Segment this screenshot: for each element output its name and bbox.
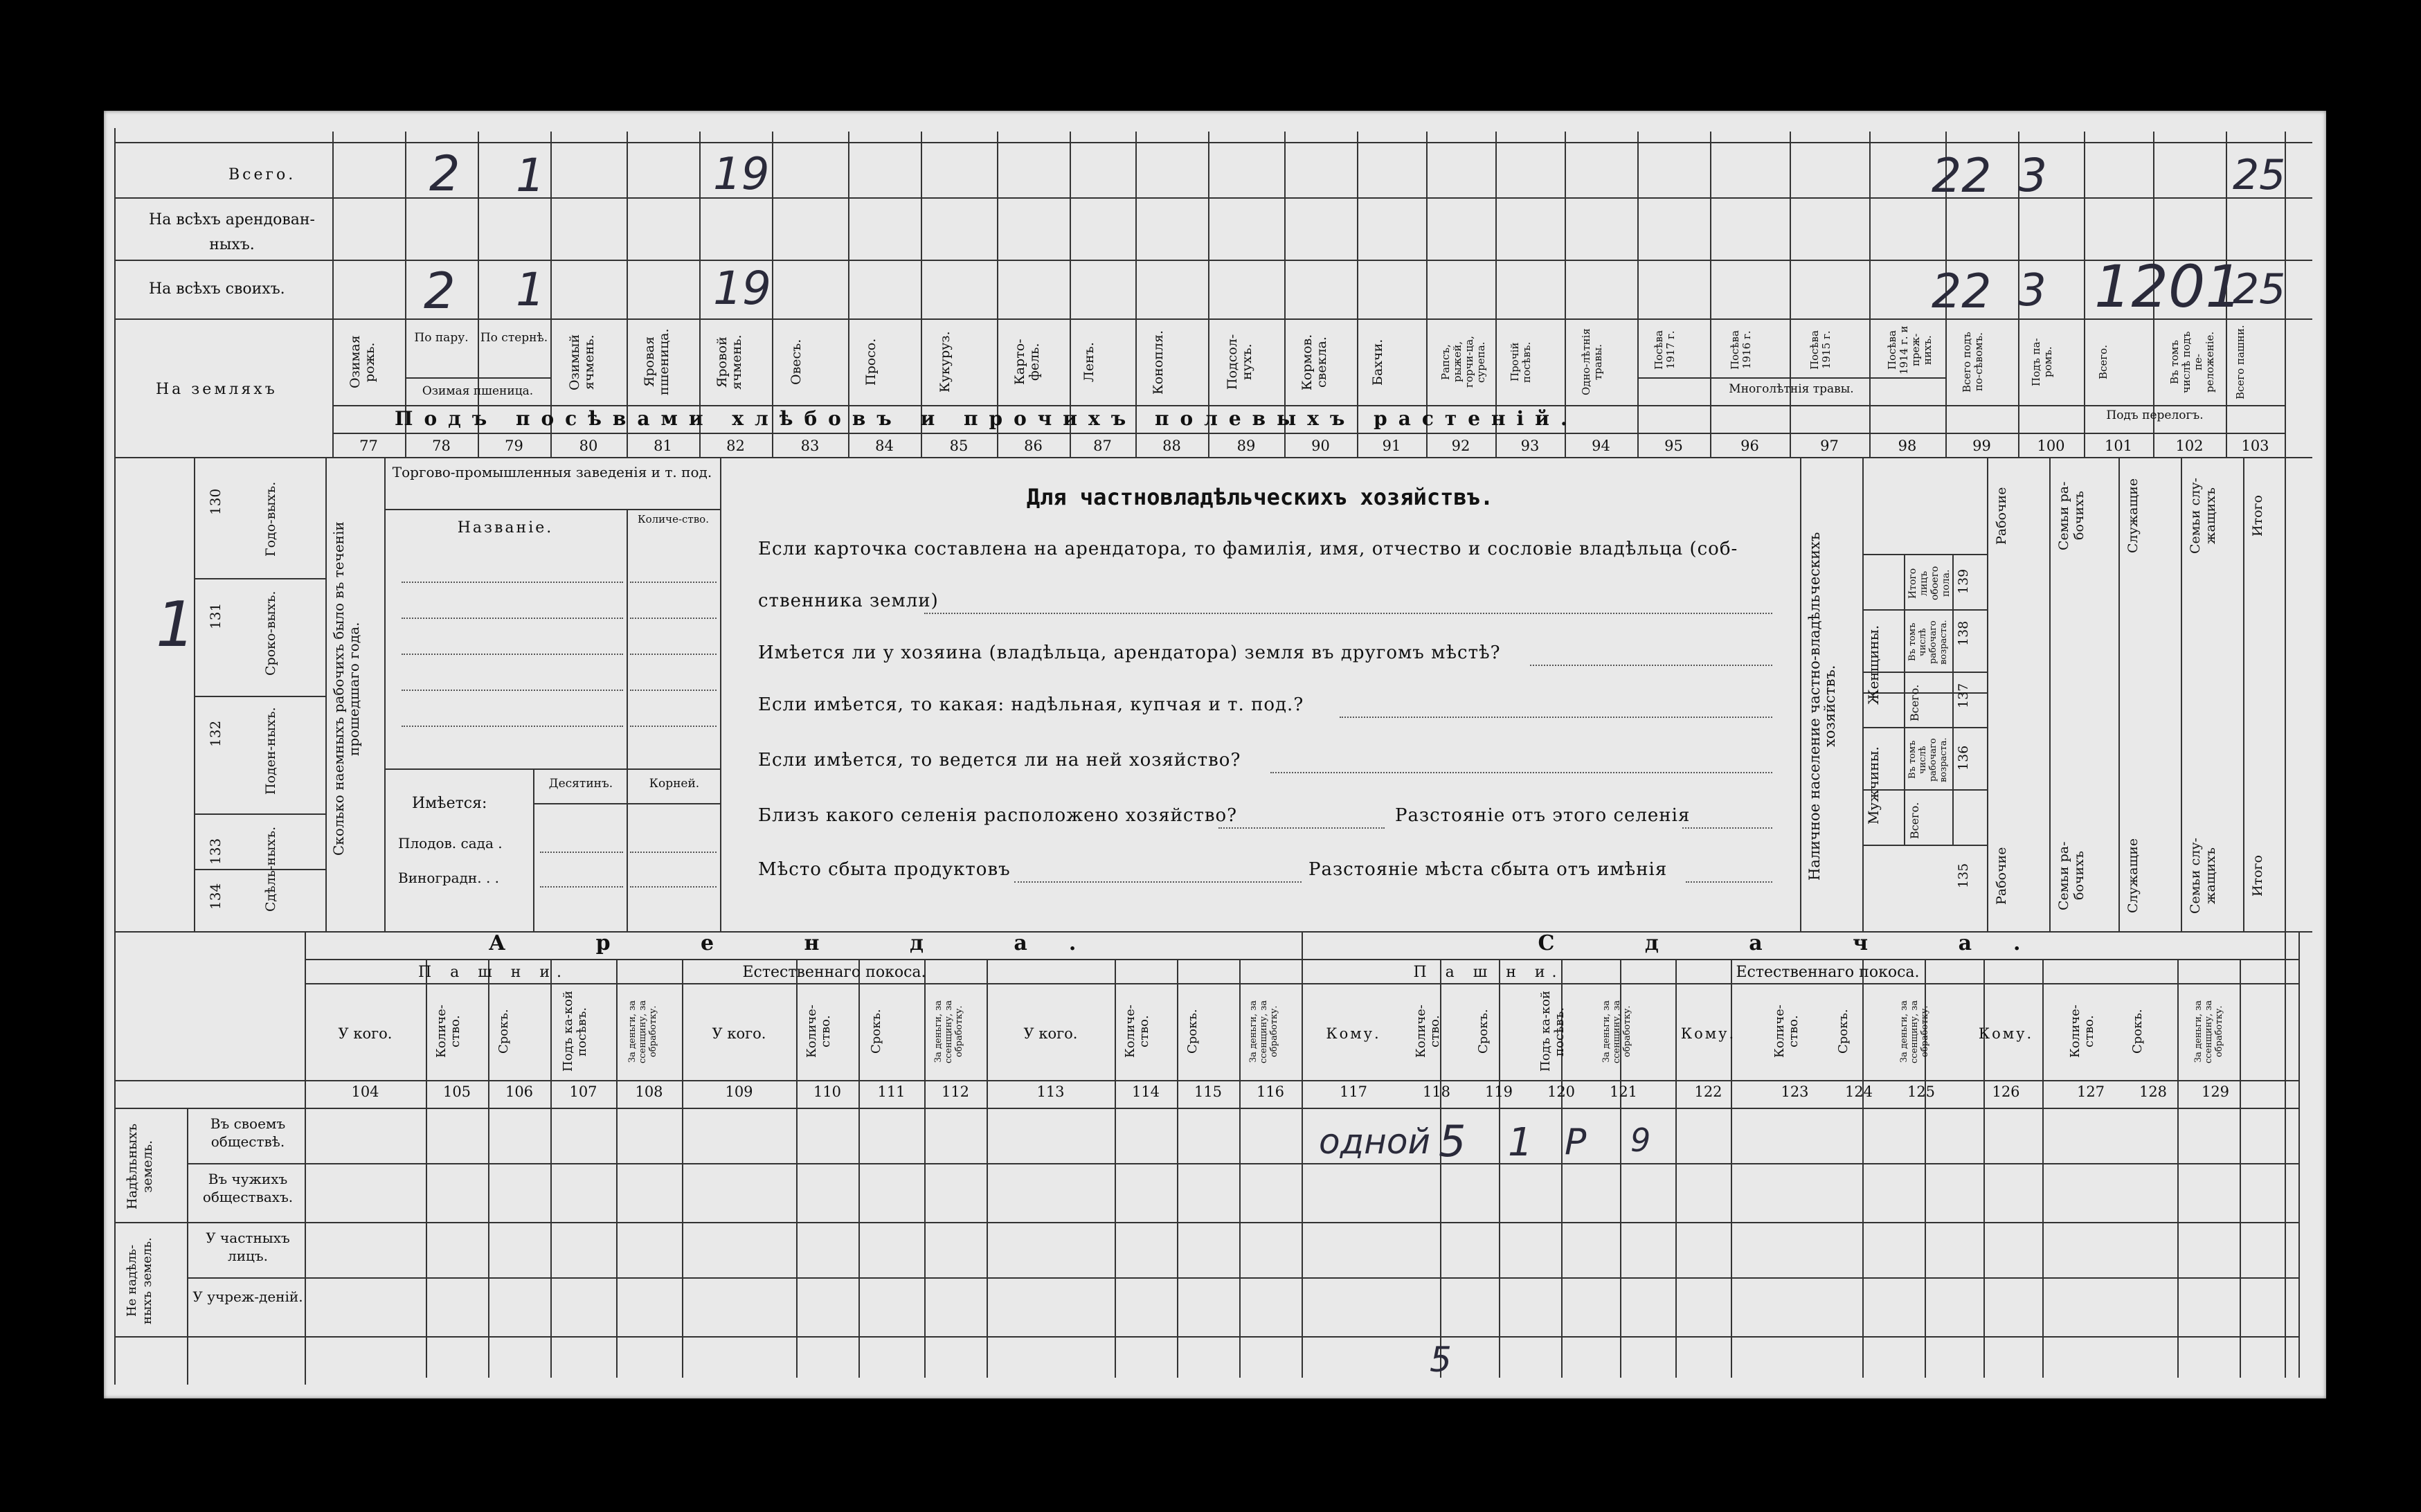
col-number: 123 (1781, 1083, 1809, 1100)
row-label-arendovannykh: На всѣхъ арендован-ныхъ. (149, 211, 315, 253)
col-header: Одно-лѣтнiя травы. (1579, 328, 1604, 396)
handwritten-value: 19 (713, 149, 770, 200)
population-col-header: Семьи ра-бочихъ (2056, 481, 2087, 550)
population-vsego: Всего. (1908, 802, 1921, 839)
sdacha-col-header: Кому. (1680, 1025, 1736, 1042)
rule-line (1218, 827, 1385, 829)
rule-line (384, 509, 720, 510)
col-number: 125 (1907, 1083, 1936, 1100)
col-number: 88 (1162, 438, 1181, 454)
handwritten-value: 9 (1630, 1122, 1651, 1159)
rule-line (402, 726, 623, 727)
population-col-header: Семьи слу-жащихъ (2188, 478, 2218, 554)
rule-line (332, 433, 2285, 434)
trade-has-label: Имѣется: (412, 795, 487, 812)
rule-line (550, 959, 552, 1378)
rule-line (2181, 457, 2182, 931)
census-card (104, 111, 2326, 1398)
handwritten-value: 3 (2018, 149, 2047, 202)
rule-line (1983, 959, 1985, 1378)
row-label-svoikh: На всѣхъ своихъ. (149, 280, 285, 298)
row-label-vsego: Всего. (228, 166, 296, 183)
sdacha-col-header: За деньги, за ссенщину, за обработку. (2193, 1000, 2224, 1063)
rule-line (1302, 983, 1675, 984)
sdacha-col-header: Подъ ка-кой посѣвъ. (1538, 991, 1567, 1072)
population-number: 135 (1956, 863, 1971, 889)
trade-title: Торгово-промышленныя заведенія и т. под. (392, 464, 712, 480)
arenda-col-header: У кого. (712, 1025, 766, 1042)
worker-col-number: 132 (207, 720, 224, 748)
col-number: 95 (1664, 438, 1683, 454)
trade-col-qty: Количе-ство. (638, 513, 709, 525)
arenda-col-header: За деньги, за ссенщину, за обработку. (627, 1000, 658, 1063)
col-number: 106 (505, 1083, 534, 1100)
col-number: 89 (1236, 438, 1256, 454)
population-vsego: Всего. (1908, 684, 1921, 721)
worker-col-header: Годо-выхъ. (263, 481, 278, 557)
sdacha-pashni: П а ш н и. (1413, 964, 1564, 981)
rule-line (924, 613, 1772, 614)
col-number: 84 (875, 438, 894, 454)
worker-col-number: 130 (207, 488, 224, 516)
col-number: 127 (2076, 1083, 2105, 1100)
subheader-mnogoletnie: Многолѣтнiя травы. (1729, 382, 1854, 396)
rule-line (630, 690, 717, 691)
population-col-header: Семьи ра-бочихъ (2056, 841, 2087, 910)
population-col-header: Служащие (2125, 478, 2141, 554)
col-number: 80 (579, 438, 598, 454)
rule-line (1862, 845, 1987, 846)
population-number: 138 (1956, 620, 1971, 647)
population-men: Мужчины. (1865, 746, 1882, 825)
trade-row-sad: Плодов. сада . (398, 835, 503, 852)
rule-line (402, 654, 623, 655)
arenda-col-header: Количе-ство. (434, 1005, 462, 1059)
rule-line (194, 457, 195, 931)
col-header: Всего подъ по-сѣвомъ. (1960, 332, 1985, 393)
sdacha-col-header: За деньги, за ссенщину, за обработку. (1601, 1000, 1632, 1063)
col-header: Яровой ячмень. (714, 334, 744, 390)
rule-line (2243, 457, 2244, 931)
rule-line (630, 852, 717, 853)
arenda-pashni: П а ш н и. (417, 964, 569, 981)
rule-line (187, 1277, 2298, 1279)
col-number: 85 (949, 438, 969, 454)
arenda-col-header: У кого. (1023, 1025, 1078, 1042)
private-question: Разстояніе мѣста сбыта отъ имѣнія (1308, 859, 1668, 880)
worker-col-number: 134 (207, 883, 224, 910)
arenda-col-header: За деньги, за ссенщину, за обработку. (1248, 1000, 1279, 1063)
rule-line (1862, 727, 1987, 728)
col-header: Кукуруз. (937, 331, 953, 393)
col-number: 118 (1422, 1083, 1451, 1100)
rule-line (194, 578, 325, 579)
population-col-header: Семьи слу-жащихъ (2188, 838, 2218, 914)
handwritten-value: 2 (429, 145, 460, 202)
col-number: 102 (2175, 438, 2204, 454)
population-col-header: Рабочие (1994, 487, 2009, 545)
rule-line (1340, 717, 1772, 718)
private-title: Для частновладѣльческихъ хозяйствъ. (1026, 484, 1494, 510)
col-header: Озимая рожь. (347, 335, 377, 389)
col-header: Всего пашни. (2233, 325, 2247, 399)
row-label: Въ своемъ обществѣ. (210, 1115, 286, 1150)
population-number: 139 (1956, 568, 1971, 595)
rule-line (1790, 132, 1791, 457)
arenda-pokos: Естественнаго покоса. (742, 964, 926, 981)
col-number: 113 (1036, 1083, 1065, 1100)
col-number: 122 (1694, 1083, 1722, 1100)
rule-line (682, 983, 987, 984)
col-header: Просо. (863, 338, 879, 386)
arenda-col-header: Срокъ. (1185, 1009, 1200, 1054)
rule-line (720, 457, 721, 931)
rule-line (858, 959, 860, 1378)
rule-line (1710, 132, 1711, 457)
arenda-col-header: Срокъ. (868, 1009, 883, 1054)
rule-line (305, 959, 2298, 960)
population-col-header: Итого (2250, 855, 2265, 897)
col-header: Овесъ. (789, 339, 804, 386)
rule-line (187, 1108, 188, 1385)
group-ne-nadelnykh: Не надѣль-ныхъ земель. (125, 1237, 154, 1324)
col-number: 94 (1592, 438, 1610, 454)
col-header: По пару. (414, 331, 469, 345)
population-number: 137 (1956, 683, 1971, 709)
worker-col-number: 131 (207, 602, 224, 630)
rule-line (2042, 959, 2044, 1378)
col-header: По стернѣ. (480, 331, 548, 345)
rule-line (114, 128, 116, 1385)
col-number: 77 (359, 438, 378, 454)
col-header: Посѣва 1915 г. (1808, 330, 1833, 370)
worker-col-number: 133 (207, 838, 224, 865)
sdacha-pokos: Естественнаго покоса. (1736, 964, 1920, 981)
rule-line (630, 886, 717, 888)
rule-line (1675, 983, 1983, 984)
sdacha-col-header: Кому. (1978, 1025, 2034, 1042)
col-header: Кормов. свекла. (1299, 334, 1329, 390)
col-number: 110 (813, 1083, 842, 1100)
private-question: Разстояніе отъ этого селенія (1395, 805, 1691, 826)
row-label: Въ чужихъ обществахъ. (202, 1171, 294, 1205)
col-number: 97 (1820, 438, 1839, 454)
col-number: 78 (432, 438, 451, 454)
col-header: Посѣва 1916 г. (1728, 330, 1753, 370)
rule-line (1869, 132, 1871, 457)
rule-line (533, 768, 534, 931)
population-workers-age: Въ томъ числѣ рабочаго возраста. (1907, 620, 1949, 665)
rule-line (402, 690, 623, 691)
population-itogo: Итого лицъ обоего пола. (1907, 566, 1952, 601)
rule-line (1862, 457, 1864, 931)
col-header: Посѣва 1917 г. (1652, 330, 1677, 370)
rule-line (325, 457, 327, 931)
col-number: 108 (635, 1083, 663, 1100)
population-women: Женщины. (1865, 624, 1882, 705)
sdacha-title: С д а ч а. (1538, 931, 2062, 955)
banner-posevy: Подъ посѣвами хлѣбовъ и прочихъ полевыхъ растенiй. (395, 407, 1578, 430)
row-label: У частныхъ лицъ. (206, 1230, 290, 1264)
rule-line (540, 852, 623, 853)
rule-line (1731, 959, 1732, 1378)
col-number: 103 (2241, 438, 2269, 454)
handwritten-value: 1 (516, 149, 545, 202)
population-col-header: Рабочие (1994, 847, 2009, 905)
col-number: 104 (351, 1083, 379, 1100)
col-number: 81 (654, 438, 672, 454)
rule-line (1014, 881, 1302, 883)
rule-line (533, 803, 720, 804)
handwritten-value: одной (1319, 1122, 1430, 1162)
worker-col-header: Сроко-выхъ. (263, 591, 278, 676)
col-number: 115 (1194, 1083, 1223, 1100)
col-header: Всего. (2097, 345, 2109, 379)
rule-line (194, 813, 325, 815)
rule-line (488, 959, 489, 1378)
rule-line (1637, 377, 1945, 379)
col-number: 126 (1992, 1083, 2020, 1100)
rule-line (630, 726, 717, 727)
col-number: 96 (1740, 438, 1759, 454)
rule-line (2084, 405, 2226, 406)
rule-line (1904, 554, 1905, 845)
arenda-col-header: Количе-ство. (1123, 1005, 1151, 1059)
col-number: 87 (1093, 438, 1112, 454)
rule-line (194, 696, 325, 697)
col-header: Бахчи. (1370, 339, 1385, 386)
private-question: Если карточка составлена на арендатора, то фамилія, имя, отчество и сословіе владѣльца (соб- (758, 539, 1738, 559)
population-col-header: Служащие (2125, 838, 2141, 914)
col-number: 111 (877, 1083, 906, 1100)
col-number: 98 (1898, 438, 1917, 454)
col-header: Рапсъ, рыжей, горчи-ца, сурепа. (1439, 336, 1487, 388)
private-question: Если имѣется, то какая: надѣльная, купчая и т. под.? (758, 694, 1304, 715)
trade-col-korney: Корней. (649, 777, 700, 791)
population-workers-age: Въ томъ числѣ рабочаго возраста. (1907, 737, 1949, 782)
rule-line (305, 983, 682, 984)
rule-line (627, 509, 628, 768)
col-number: 129 (2201, 1083, 2230, 1100)
group-nadelnykh: Надѣльныхъ земель. (125, 1123, 155, 1210)
rule-line (426, 959, 427, 1378)
rule-line (2240, 959, 2241, 1378)
rule-line (540, 886, 623, 888)
rule-line (1952, 554, 1954, 845)
rule-line (796, 959, 798, 1378)
col-header: Въ томъ числѣ подъ пе-реложеніе. (2168, 331, 2216, 393)
rule-line (2049, 457, 2051, 931)
rule-line (114, 1336, 2298, 1338)
workers-side-label: Сколько наемныхъ рабочихъ было въ теченіи прошедшаго года. (330, 521, 362, 856)
sdacha-col-header: Кому. (1326, 1025, 1381, 1042)
handwritten-value: Р (1565, 1122, 1587, 1163)
handwritten-value: 22 (1932, 149, 1992, 204)
sdacha-col-header: За деньги, за ссенщину, за обработку. (1899, 1000, 1930, 1063)
population-col-header: Итого (2250, 495, 2265, 537)
private-question: Близъ какого селенія расположено хозяйство? (758, 805, 1238, 826)
rule-line (1682, 827, 1772, 829)
private-question: Имѣется ли у хозяина (владѣльца, арендатора) земля въ другомъ мѣстѣ? (758, 642, 1501, 663)
handwritten-value: 5 (1430, 1340, 1452, 1380)
col-header: Яровая пшеница. (641, 328, 672, 396)
rule-line (1302, 931, 1303, 1378)
handwritten-value: 1 (516, 263, 545, 316)
col-number: 82 (726, 438, 745, 454)
handwritten-mark: 1 (156, 588, 196, 661)
col-number: 107 (569, 1083, 597, 1100)
rule-line (114, 1080, 2298, 1081)
col-number: 119 (1484, 1083, 1513, 1100)
col-number: 128 (2139, 1083, 2168, 1100)
rule-line (1637, 132, 1639, 457)
trade-row-vinograd: Виноградн. . . (398, 870, 500, 886)
worker-col-header: Поден-ныхъ. (263, 707, 278, 795)
col-header: Озимый ячмень. (567, 334, 597, 390)
rule-line (630, 654, 717, 655)
rule-line (682, 959, 683, 1378)
handwritten-value: 5 (1439, 1116, 1466, 1167)
rule-line (1675, 959, 1677, 1378)
col-number: 105 (442, 1083, 471, 1100)
col-number: 86 (1024, 438, 1043, 454)
rule-line (1800, 457, 1801, 931)
rule-line (2298, 931, 2300, 1378)
rule-line (114, 260, 2312, 261)
rule-line (402, 618, 623, 619)
col-header: Подсол-нухъ. (1225, 334, 1254, 390)
col-number: 109 (725, 1083, 753, 1100)
rule-line (114, 1222, 2298, 1223)
arenda-col-header: Срокъ. (496, 1009, 511, 1054)
col-header: Конопля. (1150, 330, 1166, 395)
population-side-label: Наличное население частно-владѣльческихъ хозяйствъ. (1806, 532, 1838, 881)
arenda-col-header: За деньги, за ссенщину, за обработку. (933, 1000, 964, 1063)
col-header: Прочiй посѣвъ. (1509, 341, 1533, 383)
col-number: 101 (2104, 438, 2133, 454)
trade-col-desyatin: Десятинъ. (548, 777, 613, 791)
row-label: У учреж-деній. (192, 1288, 303, 1305)
handwritten-value: 22 (1932, 264, 1992, 319)
handwritten-value: 3 (2018, 265, 2046, 316)
col-number: 120 (1547, 1083, 1576, 1100)
col-number: 100 (2037, 438, 2065, 454)
subheader-perelog: Подъ перелогъ. (2106, 408, 2204, 422)
sdacha-col-header: Срокъ. (1476, 1009, 1491, 1054)
rule-line (1987, 457, 1988, 931)
rule-line (384, 768, 720, 770)
rule-line (1239, 959, 1241, 1378)
rule-line (630, 582, 717, 583)
worker-col-header: Сдѣль-ныхъ. (263, 826, 278, 912)
rule-line (384, 457, 386, 931)
row-label-na-zemlyakh: На земляхъ (156, 381, 278, 398)
col-number: 92 (1451, 438, 1470, 454)
rule-line (1862, 554, 1987, 555)
rule-line (1115, 959, 1116, 1378)
col-number: 93 (1520, 438, 1540, 454)
handwritten-value: 25 (2233, 265, 2286, 314)
trade-col-name: Названіе. (457, 519, 554, 537)
rule-line (627, 768, 628, 931)
arenda-col-header: Количе-ство. (804, 1005, 833, 1059)
arenda-col-header: Подъ ка-кой посѣвъ. (560, 991, 589, 1072)
rule-line (305, 931, 306, 1385)
rule-line (924, 959, 926, 1378)
population-number: 136 (1956, 745, 1971, 771)
rule-line (114, 1108, 2298, 1109)
col-header: Карто-фель. (1011, 339, 1042, 386)
rule-line (1177, 959, 1178, 1378)
rule-line (616, 959, 618, 1378)
handwritten-value: 1 (1508, 1120, 1533, 1165)
col-number: 114 (1131, 1083, 1160, 1100)
rule-line (114, 457, 2312, 458)
col-header: Посѣва 1914 г. и преж-нихъ. (1886, 325, 1934, 375)
col-number: 124 (1844, 1083, 1873, 1100)
col-number: 91 (1382, 438, 1401, 454)
col-header: Ленъ. (1081, 342, 1097, 382)
col-header: Подъ па-ромъ. (2029, 338, 2054, 386)
private-question: ственника земли) (758, 591, 939, 611)
col-number: 79 (505, 438, 523, 454)
handwritten-value: 25 (2233, 151, 2286, 199)
rule-line (405, 377, 550, 379)
rule-line (1686, 881, 1772, 883)
col-number: 116 (1256, 1083, 1285, 1100)
sdacha-col-header: Количе-ство. (2068, 1005, 2096, 1059)
col-number: 83 (800, 438, 820, 454)
rule-line (332, 405, 2285, 406)
col-number: 99 (1972, 438, 1991, 454)
col-number: 90 (1311, 438, 1330, 454)
col-number: 117 (1339, 1083, 1368, 1100)
rule-line (987, 959, 988, 1378)
arenda-col-header: У кого. (338, 1025, 393, 1042)
rule-line (187, 1163, 2298, 1164)
handwritten-value: 1201 (2094, 253, 2242, 321)
handwritten-value: 19 (713, 262, 771, 315)
col-number: 112 (941, 1083, 970, 1100)
sdacha-col-header: Срокъ. (1836, 1009, 1851, 1054)
arenda-title: А р е н д а. (488, 931, 1118, 955)
sdacha-col-header: Количе-ство. (1414, 1005, 1442, 1059)
rule-line (1270, 772, 1772, 773)
rule-line (2285, 132, 2286, 1378)
subheader-ozimaya-pshenitsa: Озимая пшеница. (422, 384, 534, 398)
rule-line (332, 132, 334, 457)
private-question: Если имѣется, то ведется ли на ней хозяйство? (758, 750, 1241, 771)
sdacha-col-header: Количе-ство. (1772, 1005, 1801, 1059)
rule-line (402, 582, 623, 583)
rule-line (114, 142, 2312, 143)
rule-line (2177, 959, 2179, 1378)
sdacha-col-header: Срокъ. (2130, 1009, 2145, 1054)
rule-line (630, 618, 717, 619)
private-question: Мѣсто сбыта продуктовъ (758, 859, 1011, 880)
col-number: 121 (1609, 1083, 1638, 1100)
handwritten-value: 2 (424, 262, 456, 320)
rule-line (1530, 665, 1772, 666)
rule-line (2118, 457, 2120, 931)
